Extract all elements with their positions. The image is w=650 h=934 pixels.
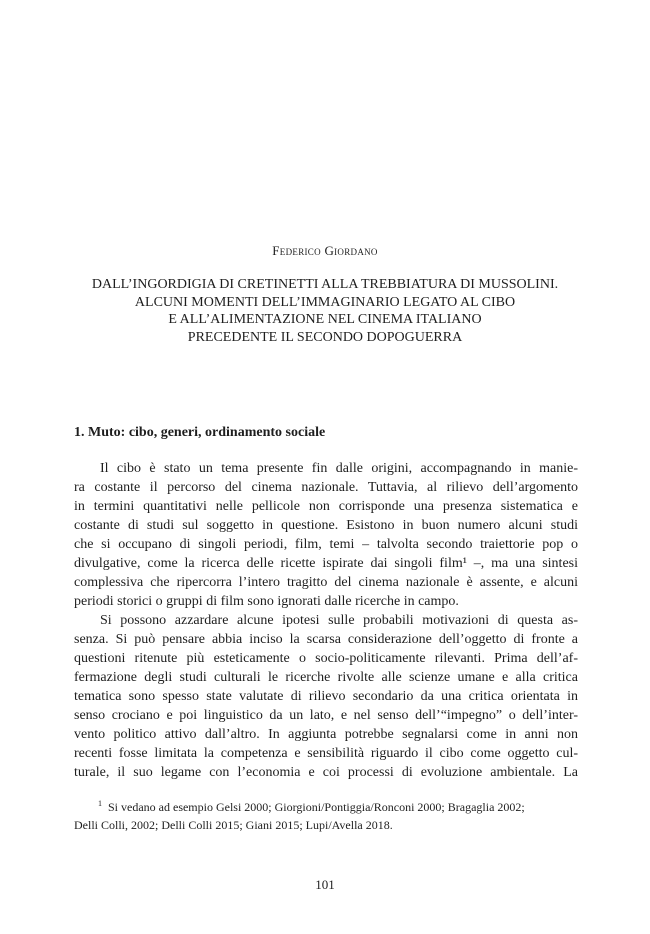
text-line: periodi storici o gruppi di film sono ignorati dalle ricerche in campo. (74, 594, 459, 609)
text-line: questioni ritenute più esteticamente o socio-politicamente rilevanti. Prima dell’af- (74, 651, 578, 666)
text-line: vento politico attivo dall’altro. In aggiunta potrebbe segnalarsi come in anni non (74, 727, 578, 742)
section-heading: 1. Muto: cibo, generi, ordinamento sociale (74, 425, 326, 440)
text-line: senso crociano e poi linguistico da un lato, e nel senso dell’“impegno” o dell’inter- (74, 708, 578, 723)
footnote-marker: 1 (98, 799, 102, 808)
text-line: divulgative, come la ricerca delle ricette ispirate dai singoli film¹ –, ma una sintesi (74, 556, 578, 571)
paragraph-1 (74, 459, 578, 611)
page-number: 101 (315, 877, 335, 892)
paragraph-2 (74, 611, 578, 782)
footnote-line (74, 795, 578, 816)
title-line: ALCUNI MOMENTI DELL’IMMAGINARIO LEGATO AL CIBO (134, 294, 516, 310)
body-text (74, 459, 578, 782)
text-line: costante di studi sul soggetto in questione. Esistono in buon numero alcuni studi (74, 518, 578, 533)
text-line: che si occupano di singoli periodi, film, temi – talvolta secondo traiettorie pop o (74, 537, 578, 552)
title-line: DALL’INGORDIGIA DI CRETINETTI ALLA TREBBIATURA DI MUSSOLINI. (91, 277, 559, 292)
text-line: in termini quantitativi nelle pellicole non corrisponde una presenza sistematica e (74, 499, 578, 514)
text-line: senza. Si può pensare abbia inciso la scarsa considerazione dell’oggetto di fronte a (74, 632, 578, 647)
text-line: recenti fosse limitata la competenza e sensibilità riguardo il cibo come oggetto cul- (74, 746, 578, 761)
text-line: Il cibo è stato un tema presente fin dalle origini, accompagnando in manie- (100, 461, 578, 476)
footnote-text: Si vedano ad esempio Gelsi 2000; Giorgioni/Pontiggia/Ronconi 2000; Bragaglia 2002; (108, 800, 525, 814)
footnote (74, 795, 578, 834)
text-line: complessiva che ripercorra l’intero tragitto del cinema nazionale è assente, e alcuni (74, 575, 578, 590)
title-line: E ALL’ALIMENTAZIONE NEL CINEMA ITALIANO (168, 312, 482, 327)
text-line: Si possono azzardare alcune ipotesi sulle probabili motivazioni di questa as- (100, 613, 578, 628)
text-line: turale, il suo legame con l’economia e coi processi di evoluzione ambientale. La (74, 765, 578, 780)
text-line: ra costante il percorso del cinema nazionale. Tuttavia, al rilievo dell’argomento (74, 480, 578, 495)
text-line: tematica sono spesso state valutate di rilievo secondario da una critica orientata in (74, 689, 578, 704)
title-line: PRECEDENTE IL SECONDO DOPOGUERRA (187, 329, 463, 345)
author-name: Federico Giordano (272, 243, 378, 258)
article-title (60, 276, 590, 346)
footnote-line: Delli Colli, 2002; Delli Colli 2015; Giani 2015; Lupi/Avella 2018. (74, 818, 393, 832)
text-line: fermazione degli studi culturali le ricerche rivolte alle scienze umane e alla critica (74, 670, 578, 685)
